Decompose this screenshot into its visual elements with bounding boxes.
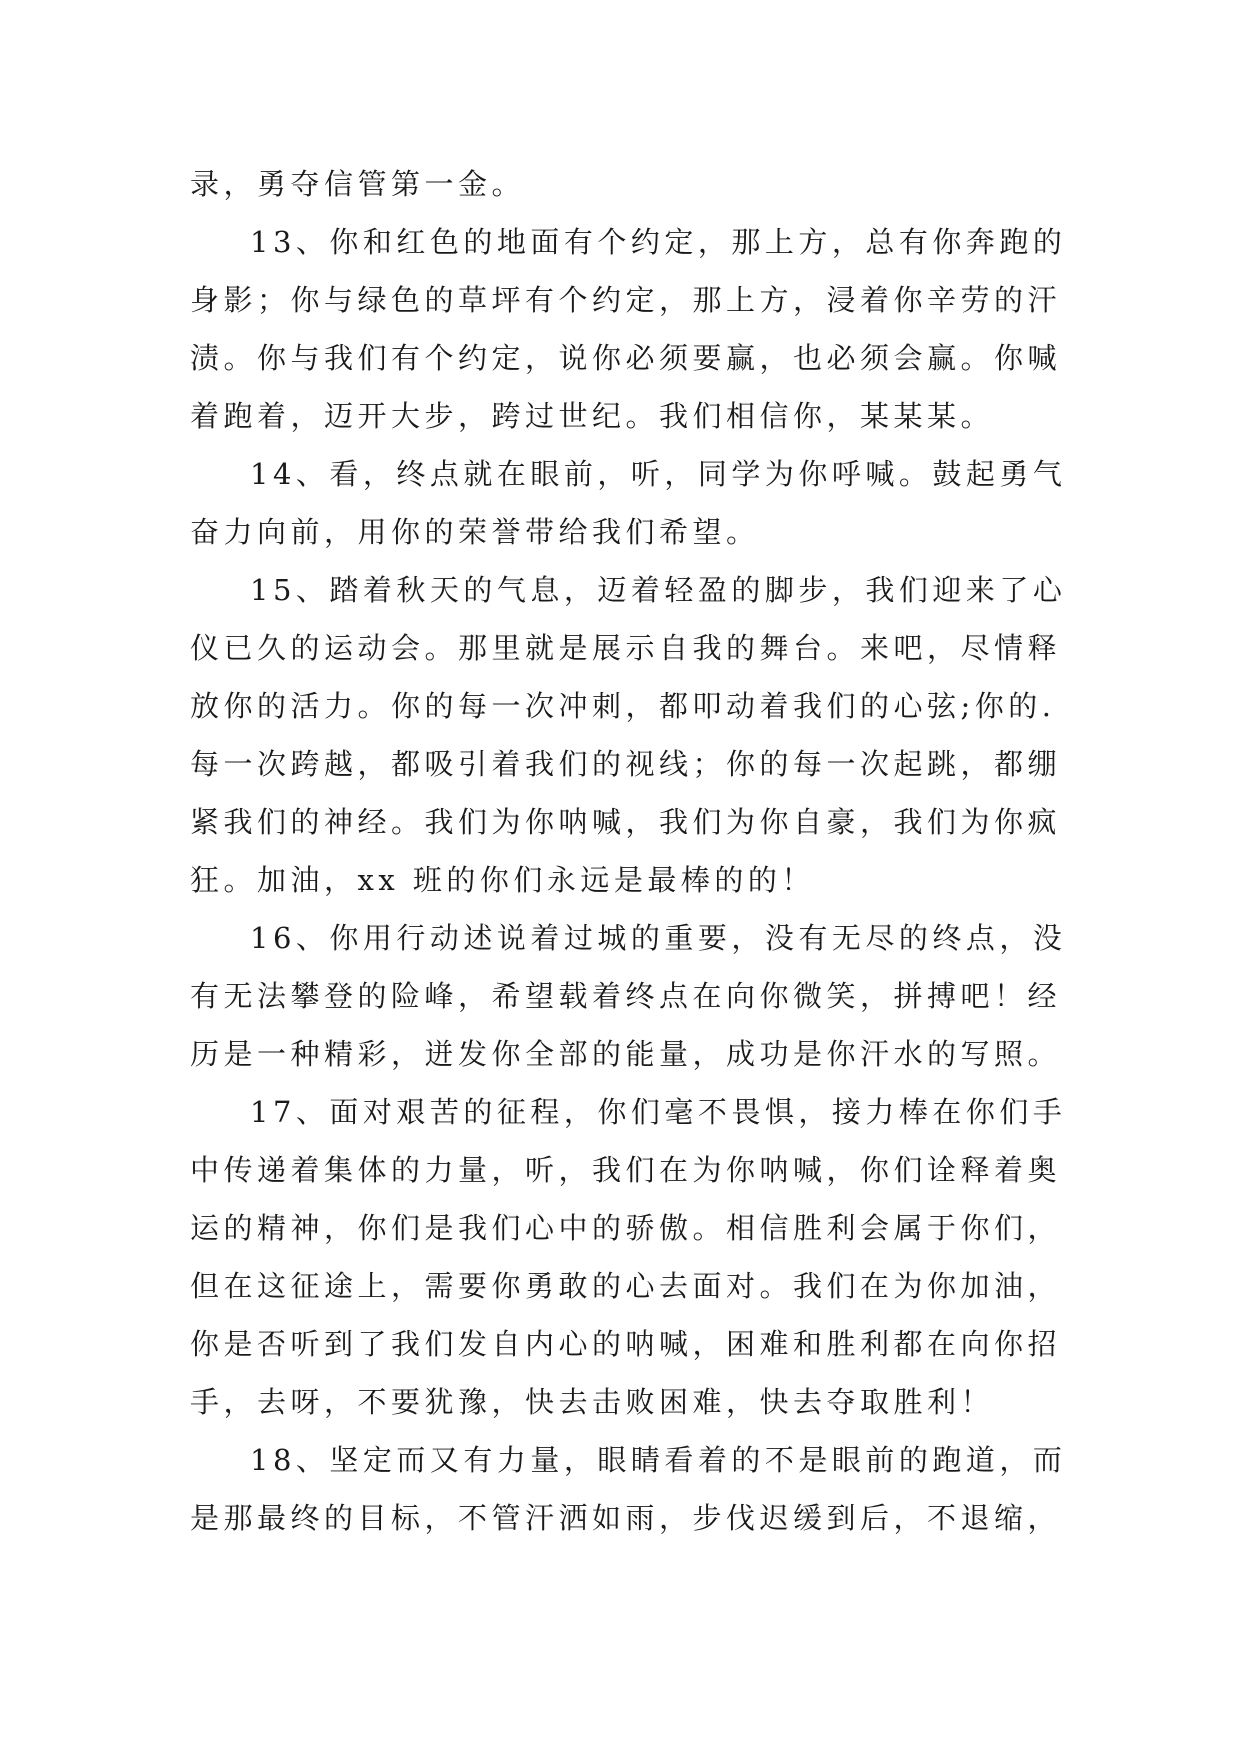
- text-line: 16、你用行动述说着过城的重要，没有无尽的终点，没: [250, 921, 1067, 955]
- text-line: 仪已久的运动会。那里就是展示自我的舞台。来吧，尽情释: [190, 631, 1062, 665]
- text-line: 有无法攀登的险峰，希望载着终点在向你微笑，拼搏吧！经: [190, 979, 1062, 1013]
- text-line: 14、看，终点就在眼前，听，同学为你呼喊。鼓起勇气: [250, 457, 1067, 491]
- text-line: 是那最终的目标，不管汗洒如雨，步伐迟缓到后，不退缩，: [190, 1501, 1062, 1535]
- text-line: 但在这征途上，需要你勇敢的心去面对。我们在为你加油，: [190, 1269, 1062, 1303]
- text-line: 每一次跨越，都吸引着我们的视线；你的每一次起跳，都绷: [190, 747, 1062, 781]
- document-page: [190, 155, 1070, 1547]
- text-line: 历是一种精彩，迸发你全部的能量，成功是你汗水的写照。: [190, 1037, 1062, 1071]
- text-line: 身影；你与绿色的草坪有个约定，那上方，浸着你辛劳的汗: [190, 283, 1062, 317]
- text-line: 奋力向前，用你的荣誉带给我们希望。: [190, 515, 760, 549]
- text-line: 17、面对艰苦的征程，你们毫不畏惧，接力棒在你们手: [250, 1095, 1067, 1129]
- text-line: 狂。加油，xx 班的你们永远是最棒的的！: [190, 863, 815, 897]
- text-line: 13、你和红色的地面有个约定，那上方，总有你奔跑的: [250, 225, 1067, 259]
- text-line: 紧我们的神经。我们为你呐喊，我们为你自豪，我们为你疯: [190, 805, 1062, 839]
- text-line: 中传递着集体的力量，听，我们在为你呐喊，你们诠释着奥: [190, 1153, 1062, 1187]
- text-line: 着跑着，迈开大步，跨过世纪。我们相信你，某某某。: [190, 399, 995, 433]
- text-line: 18、坚定而又有力量，眼睛看着的不是眼前的跑道，而: [250, 1443, 1067, 1477]
- text-line: 录，勇夺信管第一金。: [190, 167, 526, 201]
- text-line: 15、踏着秋天的气息，迈着轻盈的脚步，我们迎来了心: [250, 573, 1067, 607]
- text-line: 运的精神，你们是我们心中的骄傲。相信胜利会属于你们，: [190, 1211, 1062, 1245]
- text-line: 你是否听到了我们发自内心的呐喊，困难和胜利都在向你招: [190, 1327, 1062, 1361]
- text-line: 手，去呀，不要犹豫，快去击败困难，快去夺取胜利！: [190, 1385, 995, 1419]
- text-line: 放你的活力。你的每一次冲刺，都叩动着我们的心弦;你的.: [190, 689, 1056, 723]
- text-line: 渍。你与我们有个约定，说你必须要赢，也必须会赢。你喊: [190, 341, 1062, 375]
